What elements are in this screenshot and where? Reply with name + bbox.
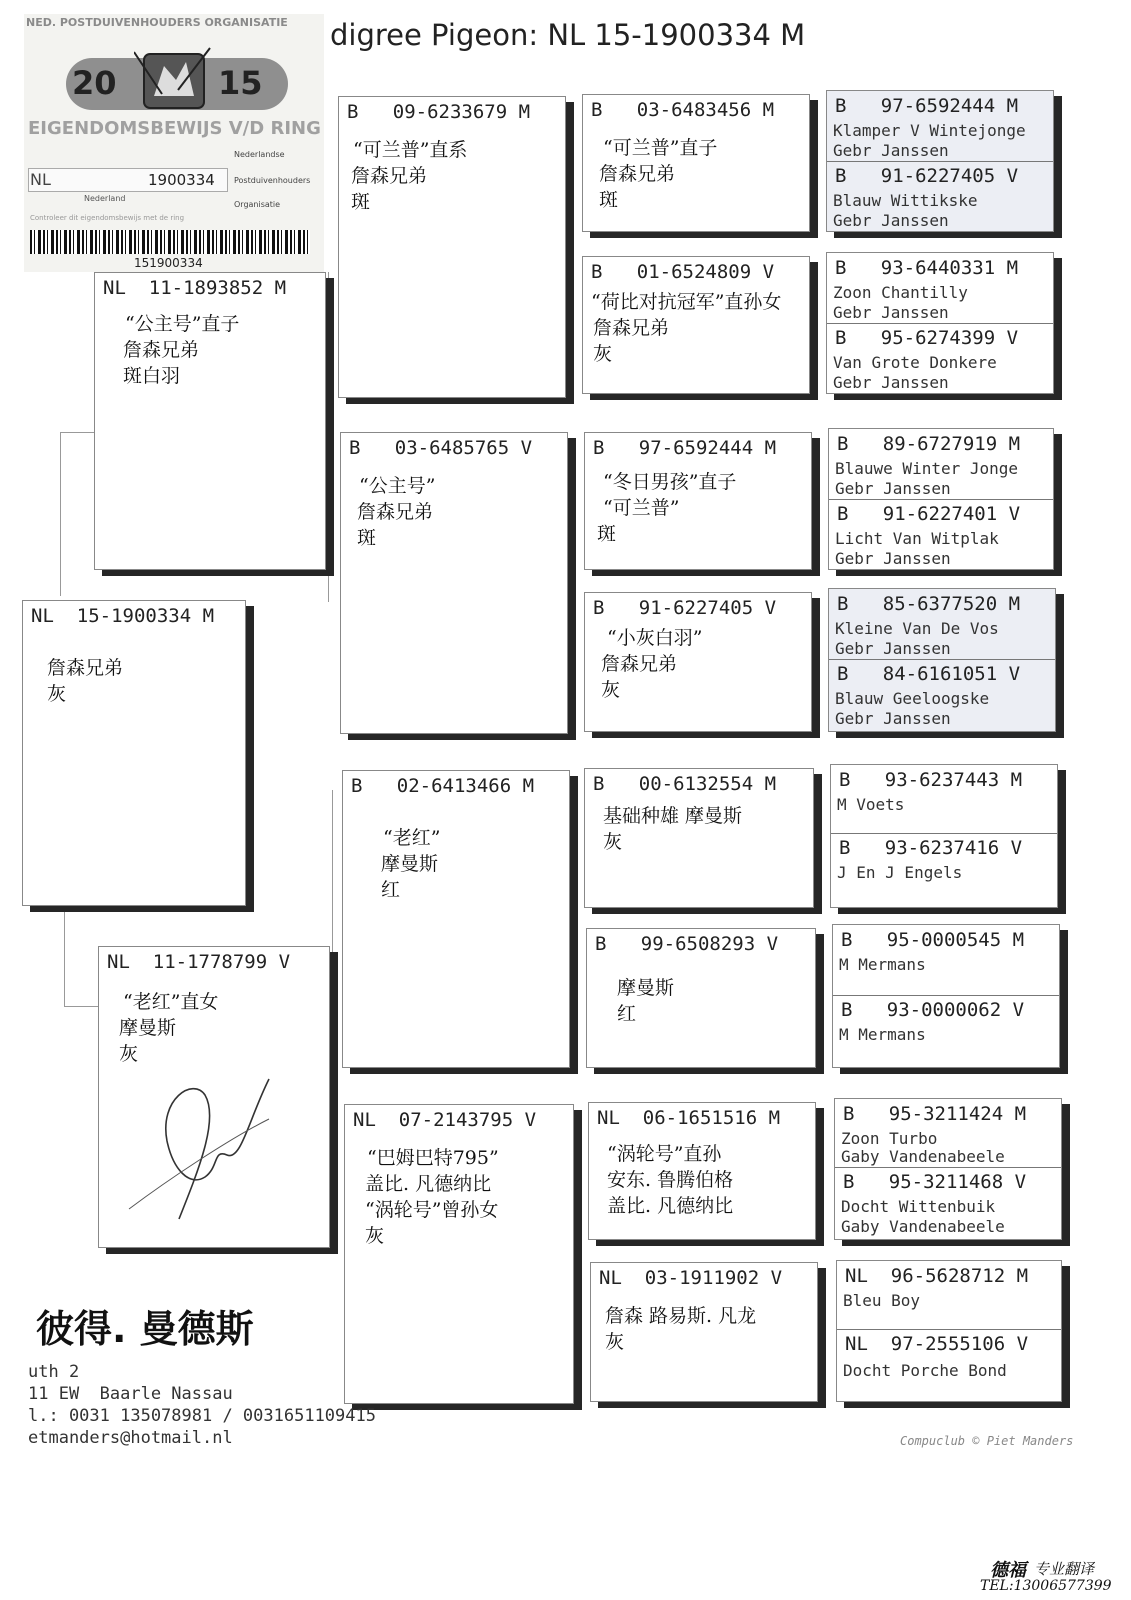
sire-line-2: 詹森兄弟 bbox=[123, 339, 200, 361]
certificate-label: EIGENDOMSBEWIJS V/D RING bbox=[28, 118, 321, 139]
gen4-line: 灰 bbox=[601, 679, 621, 701]
ring-number: B 91-6227401 V bbox=[837, 503, 1021, 525]
sire-line-3: 斑白羽 bbox=[123, 365, 181, 387]
ring-number: B 93-6237416 V bbox=[839, 837, 1023, 859]
pair-divider bbox=[837, 1329, 1061, 1330]
grandparent-box bbox=[340, 432, 568, 734]
gen5-pair-box bbox=[826, 90, 1054, 232]
gen4-line: 斑 bbox=[597, 523, 617, 545]
sire-line-1: “公主号”直子 bbox=[125, 313, 240, 335]
grandparent-box bbox=[344, 1104, 574, 1404]
gen4-line: 基础种雄 摩曼斯 bbox=[603, 805, 743, 827]
subject-line-1: 詹森兄弟 bbox=[47, 657, 124, 679]
grandparent-box bbox=[338, 96, 566, 398]
gen5-line: Zoon Chantilly bbox=[833, 283, 968, 302]
gen5-pair-box bbox=[828, 428, 1054, 570]
gen5-pair-box bbox=[836, 1260, 1062, 1402]
ring-number: NL 06-1651516 M bbox=[597, 1107, 781, 1129]
gen3-line: “老红” bbox=[383, 827, 441, 849]
ring-number: B 99-6508293 V bbox=[595, 933, 779, 955]
gen4-line: 斑 bbox=[599, 189, 619, 211]
gen4-line: 摩曼斯 bbox=[617, 977, 675, 999]
gen5-pair-box bbox=[834, 1098, 1062, 1240]
card-org-line-1: Nederlandse bbox=[234, 150, 285, 159]
gen4-line: “涡轮号”直孙 bbox=[607, 1143, 722, 1165]
gen4-line: 安东. 鲁腾伯格 bbox=[607, 1169, 734, 1191]
gen4-line: 詹森兄弟 bbox=[593, 317, 670, 339]
gen3-line: 摩曼斯 bbox=[381, 853, 439, 875]
gen3-line: 斑 bbox=[357, 527, 377, 549]
signature-scribble bbox=[109, 1059, 279, 1239]
subject-box bbox=[22, 600, 246, 906]
gen5-line: Gebr Janssen bbox=[833, 211, 949, 230]
ring-number: B 95-3211468 V bbox=[843, 1171, 1027, 1193]
gen3-line: “涡轮号”曾孙女 bbox=[365, 1199, 499, 1221]
gen5-line: Gebr Janssen bbox=[833, 373, 949, 392]
great-grandparent-box bbox=[584, 592, 812, 732]
gen5-line: Gebr Janssen bbox=[833, 303, 949, 322]
year-left: 20 bbox=[72, 64, 117, 102]
gen5-line: Blauw Wittikske bbox=[833, 191, 978, 210]
ring-number: B 03-6483456 M bbox=[591, 99, 775, 121]
gen3-line: 詹森兄弟 bbox=[351, 165, 428, 187]
gen5-pair-box bbox=[826, 252, 1054, 394]
gen4-line: 灰 bbox=[605, 1331, 625, 1353]
ring-number: B 95-6274399 V bbox=[835, 327, 1019, 349]
gen4-line: “冬日男孩”直子 bbox=[603, 471, 737, 493]
dam-box bbox=[98, 946, 330, 1248]
connector bbox=[64, 1006, 100, 1007]
pair-divider bbox=[835, 1167, 1061, 1168]
gen5-line: Gebr Janssen bbox=[835, 639, 951, 658]
card-small-print: Controleer dit eigendomsbewijs met de ring bbox=[30, 214, 185, 222]
ring-number: B 97-6592444 M bbox=[593, 437, 777, 459]
gen5-line: Blauwe Winter Jonge bbox=[835, 459, 1019, 478]
gen5-line: M Mermans bbox=[839, 955, 926, 974]
gen5-line: Blauw Geeloogske bbox=[835, 689, 990, 708]
subject-line-2: 灰 bbox=[47, 683, 67, 705]
gen5-line: Gaby Vandenabeele bbox=[841, 1147, 1005, 1166]
gen5-pair-box bbox=[830, 764, 1058, 908]
ring-number: B 93-6440331 M bbox=[835, 257, 1019, 279]
card-number: 1900334 bbox=[148, 171, 215, 189]
gen5-line: Kleine Van De Vos bbox=[835, 619, 999, 638]
gen3-line: 斑 bbox=[351, 191, 371, 213]
stamp-tel: TEL:13006577399 bbox=[980, 1578, 1112, 1594]
ring-number: B 93-6237443 M bbox=[839, 769, 1023, 791]
card-org-line-3: Organisatie bbox=[234, 200, 281, 209]
owner-name: 彼得. 曼德斯 bbox=[36, 1307, 254, 1351]
pair-divider bbox=[829, 659, 1055, 660]
great-grandparent-box bbox=[586, 928, 816, 1068]
ring-number: B 95-3211424 M bbox=[843, 1103, 1027, 1125]
barcode bbox=[30, 230, 310, 254]
ring-number: B 01-6524809 V bbox=[591, 261, 775, 283]
ring-number: B 91-6227405 V bbox=[593, 597, 777, 619]
owner-address-line: 11 EW Baarle Nassau bbox=[28, 1384, 233, 1404]
card-country: NL bbox=[30, 170, 51, 189]
owner-email: etmanders@hotmail.nl bbox=[28, 1428, 233, 1448]
ring-number: NL 15-1900334 M bbox=[31, 605, 215, 627]
gen4-line: 詹森兄弟 bbox=[601, 653, 678, 675]
gen4-line: “小灰白羽” bbox=[607, 627, 703, 649]
ring-number: NL 11-1778799 V bbox=[107, 951, 291, 973]
gen5-line: Bleu Boy bbox=[843, 1291, 921, 1310]
owner-phone: l.: 0031 135078981 / 0031651109415 bbox=[28, 1406, 376, 1426]
connector bbox=[64, 906, 65, 1006]
sire-box bbox=[94, 272, 326, 570]
gen4-line: 灰 bbox=[603, 831, 623, 853]
grandparent-box bbox=[342, 770, 570, 1068]
gen5-line: Gaby Vandenabeele bbox=[841, 1217, 1005, 1236]
gen4-line: 灰 bbox=[593, 343, 613, 365]
gen3-line: 红 bbox=[381, 879, 401, 901]
ring-number: B 03-6485765 V bbox=[349, 437, 533, 459]
gen3-line: “公主号” bbox=[359, 475, 436, 497]
gen4-line: “可兰普” bbox=[603, 497, 680, 519]
owner-address-line: uth 2 bbox=[28, 1362, 80, 1382]
gen4-line: 红 bbox=[617, 1003, 637, 1025]
ring-number: NL 03-1911902 V bbox=[599, 1267, 783, 1289]
gen3-line: 灰 bbox=[365, 1225, 385, 1247]
ring-number: NL 97-2555106 V bbox=[845, 1333, 1029, 1355]
ring-number: B 89-6727919 M bbox=[837, 433, 1021, 455]
gen3-line: “巴姆巴特795” bbox=[367, 1147, 499, 1169]
gen5-line: M Voets bbox=[837, 795, 905, 814]
ring-number: B 84-6161051 V bbox=[837, 663, 1021, 685]
gen4-line: 詹森兄弟 bbox=[599, 163, 676, 185]
pair-divider bbox=[831, 833, 1057, 834]
ring-number: NL 96-5628712 M bbox=[845, 1265, 1029, 1287]
great-grandparent-box bbox=[584, 432, 812, 570]
gen5-line: Gebr Janssen bbox=[835, 549, 951, 568]
dam-line-1: “老红”直女 bbox=[123, 991, 219, 1013]
gen5-line: Van Grote Donkere bbox=[833, 353, 997, 372]
gen4-line: 盖比. 凡德纳比 bbox=[607, 1195, 734, 1217]
connector bbox=[60, 432, 96, 433]
year-right: 15 bbox=[218, 64, 263, 102]
connector bbox=[328, 272, 329, 602]
gen5-line: Docht Wittenbuik bbox=[841, 1197, 996, 1216]
ring-number: B 97-6592444 M bbox=[835, 95, 1019, 117]
page-title: digree Pigeon: NL 15-1900334 M bbox=[330, 18, 806, 52]
great-grandparent-box bbox=[590, 1262, 818, 1402]
stamp-service: 专业翻译 bbox=[1034, 1560, 1095, 1578]
great-grandparent-box bbox=[588, 1102, 816, 1240]
gen4-line: “荷比对抗冠军”直孙女 bbox=[591, 291, 782, 313]
stamp-brand: 德福 bbox=[990, 1560, 1026, 1581]
connector bbox=[60, 432, 61, 596]
ring-number: B 93-0000062 V bbox=[841, 999, 1025, 1021]
ring-number: B 95-0000545 M bbox=[841, 929, 1025, 951]
gen5-line: Gebr Janssen bbox=[835, 709, 951, 728]
ring-number: B 91-6227405 V bbox=[835, 165, 1019, 187]
gen5-line: M Mermans bbox=[839, 1025, 926, 1044]
pair-divider bbox=[827, 161, 1053, 162]
ring-number: B 85-6377520 M bbox=[837, 593, 1021, 615]
dam-line-3: 灰 bbox=[119, 1043, 139, 1065]
ring-number: B 02-6413466 M bbox=[351, 775, 535, 797]
gen5-line: Docht Porche Bond bbox=[843, 1361, 1007, 1380]
gen5-line: Gebr Janssen bbox=[835, 479, 951, 498]
gen3-line: 詹森兄弟 bbox=[357, 501, 434, 523]
gen5-pair-box bbox=[832, 924, 1060, 1068]
connector bbox=[332, 790, 333, 1130]
pair-divider bbox=[829, 499, 1053, 500]
card-org-header: NED. POSTDUIVENHOUDERS ORGANISATIE bbox=[26, 16, 288, 29]
gen4-line: 詹森 路易斯. 凡龙 bbox=[605, 1305, 757, 1327]
great-grandparent-box bbox=[582, 256, 810, 394]
great-grandparent-box bbox=[584, 768, 814, 908]
gen5-pair-box bbox=[828, 588, 1056, 732]
pair-divider bbox=[833, 995, 1059, 996]
lion-emblem-icon bbox=[134, 46, 214, 116]
ring-number: NL 07-2143795 V bbox=[353, 1109, 537, 1131]
ring-number: NL 11-1893852 M bbox=[103, 277, 287, 299]
gen5-line: Gebr Janssen bbox=[833, 141, 949, 160]
gen5-line: Licht Van Witplak bbox=[835, 529, 999, 548]
ring-number: B 00-6132554 M bbox=[593, 773, 777, 795]
barcode-text: 151900334 bbox=[134, 256, 203, 270]
card-country-sub: Nederland bbox=[84, 194, 126, 203]
pair-divider bbox=[827, 323, 1053, 324]
great-grandparent-box bbox=[582, 94, 810, 232]
gen5-line: Zoon Turbo bbox=[841, 1129, 938, 1148]
ring-ownership-card bbox=[24, 14, 324, 272]
ring-number: B 09-6233679 M bbox=[347, 101, 531, 123]
card-org-line-2: Postduivenhouders bbox=[234, 176, 311, 185]
gen5-line: J En J Engels bbox=[837, 863, 963, 882]
dam-line-2: 摩曼斯 bbox=[119, 1017, 177, 1039]
gen3-line: “可兰普”直系 bbox=[353, 139, 468, 161]
software-credit: Compuclub © Piet Manders bbox=[900, 1434, 1074, 1448]
gen3-line: 盖比. 凡德纳比 bbox=[365, 1173, 492, 1195]
gen5-line: Klamper V Wintejonge bbox=[833, 121, 1026, 140]
gen4-line: “可兰普”直子 bbox=[603, 137, 718, 159]
